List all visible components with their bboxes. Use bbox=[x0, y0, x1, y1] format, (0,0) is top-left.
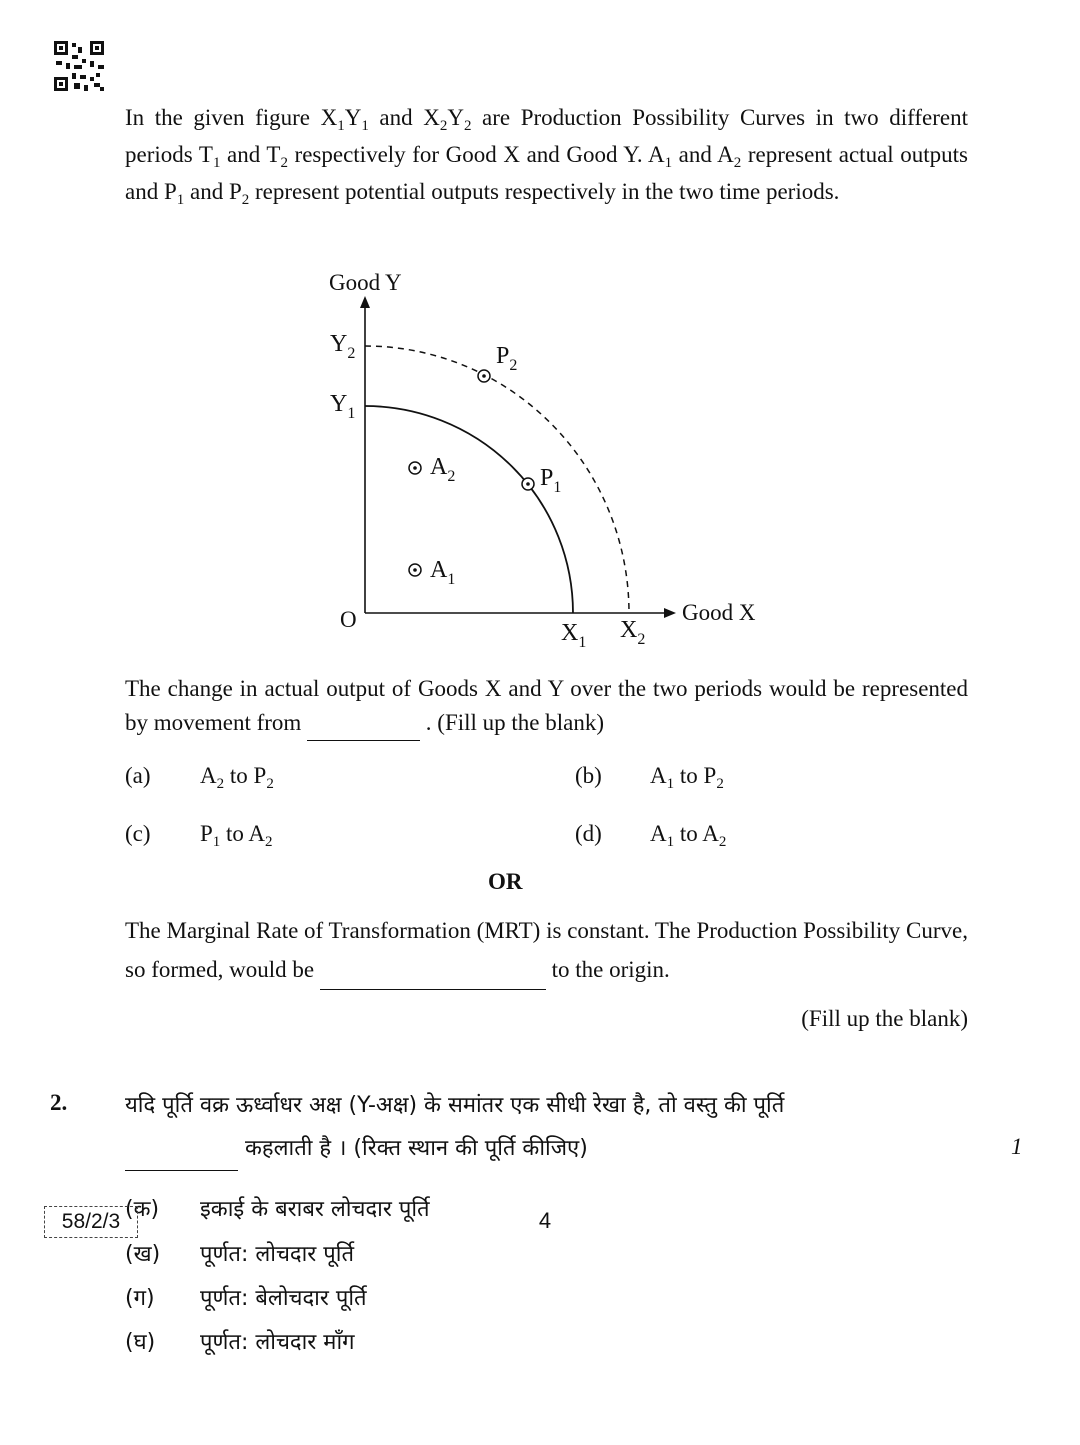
q2-option-kha-text: पूर्णत: लोचदार पूर्ति bbox=[200, 1242, 355, 1267]
q1-option-b-text: $A_1$ to $P_2$ bbox=[650, 763, 724, 792]
a1-label: $A_1$ bbox=[430, 557, 456, 588]
q2-option-kha[interactable]: (ख) bbox=[125, 1242, 161, 1267]
y1-label: $Y_1$ bbox=[330, 391, 356, 422]
x1-label: $X_1$ bbox=[561, 620, 587, 651]
question2-marks: 1 bbox=[1011, 1134, 1023, 1159]
y-axis-label: Good Y bbox=[329, 270, 402, 295]
q2-option-gha-text: पूर्णत: लोचदार माँग bbox=[200, 1330, 355, 1355]
q2-option-ga[interactable]: (ग) bbox=[125, 1286, 155, 1311]
q1-option-b[interactable]: (b) bbox=[575, 763, 602, 788]
point-a1-marker bbox=[409, 564, 421, 576]
q1-option-d-text: $A_1$ to $A_2$ bbox=[650, 821, 727, 850]
ppc-curve-1 bbox=[365, 406, 573, 613]
q2-option-gha[interactable]: (घ) bbox=[125, 1330, 156, 1355]
q1-option-c-text: $P_1$ to $A_2$ bbox=[200, 821, 273, 850]
x-axis-label: Good X bbox=[682, 600, 756, 625]
question2-number: 2. bbox=[50, 1090, 68, 1115]
x2-label: $X_2$ bbox=[620, 617, 646, 648]
q2-option-ka-text: इकाई के बराबर लोचदार पूर्ति bbox=[200, 1197, 430, 1222]
q1-option-a-text: $A_2$ to $P_2$ bbox=[200, 763, 274, 792]
q1-option-a[interactable]: (a) bbox=[125, 763, 151, 788]
question1-text: The change in actual output of Goods X and Y over the two periods would be represented by movement from . (Fill up the blank) bbox=[125, 672, 968, 741]
question1-alt-blank[interactable] bbox=[320, 950, 546, 990]
point-p1-marker bbox=[522, 478, 534, 490]
point-a2-marker bbox=[409, 462, 421, 474]
ppc-curve-2 bbox=[365, 346, 629, 613]
p1-label: $P_1$ bbox=[540, 465, 562, 496]
p2-label: $P_2$ bbox=[496, 343, 518, 374]
ppc-diagram bbox=[0, 0, 1080, 700]
question1-alt-text: The Marginal Rate of Transformation (MRT) is constant. The Production Possibility Curve, so formed, would be to the origin. bbox=[125, 911, 968, 990]
question2-blank[interactable] bbox=[125, 1127, 238, 1171]
q1-option-c[interactable]: (c) bbox=[125, 821, 151, 846]
paper-code: 58/2/3 bbox=[44, 1206, 138, 1238]
a2-label: $A_2$ bbox=[430, 454, 456, 485]
question2-text: यदि पूर्ति वक्र ऊर्ध्वाधर अक्ष (Y-अक्ष) के समांतर एक सीधी रेखा है, तो वस्तु की पूर्ति कहलाती है । (रिक्त स्थान की पूर्ति कीजिए) bbox=[125, 1084, 968, 1171]
y2-label: $Y_2$ bbox=[330, 331, 356, 362]
q2-option-ka[interactable]: (क) bbox=[125, 1197, 160, 1222]
point-p2-marker bbox=[478, 370, 490, 382]
y-axis-arrow-icon bbox=[360, 296, 370, 308]
page-number: 4 bbox=[538, 1208, 552, 1233]
origin-label: O bbox=[340, 607, 357, 632]
x-axis-arrow-icon bbox=[664, 608, 676, 618]
question1-blank[interactable] bbox=[307, 706, 420, 741]
q1-option-d[interactable]: (d) bbox=[575, 821, 602, 846]
question1-alt-note: (Fill up the blank) bbox=[801, 1006, 968, 1031]
intro-paragraph: In the given figure $X_1Y_1$ and $X_2Y_2$ are Production Possibility Curves in two different periods $T_1$ and $T_2$ respectively for Good X and Good Y. $A_1$ and $A_2$ represent actual outputs and $P_1$ and $P_2$ represent potential outputs respectively in the two time periods. bbox=[125, 105, 968, 208]
or-separator: OR bbox=[488, 869, 523, 894]
q2-option-ga-text: पूर्णत: बेलोचदार पूर्ति bbox=[200, 1286, 367, 1311]
